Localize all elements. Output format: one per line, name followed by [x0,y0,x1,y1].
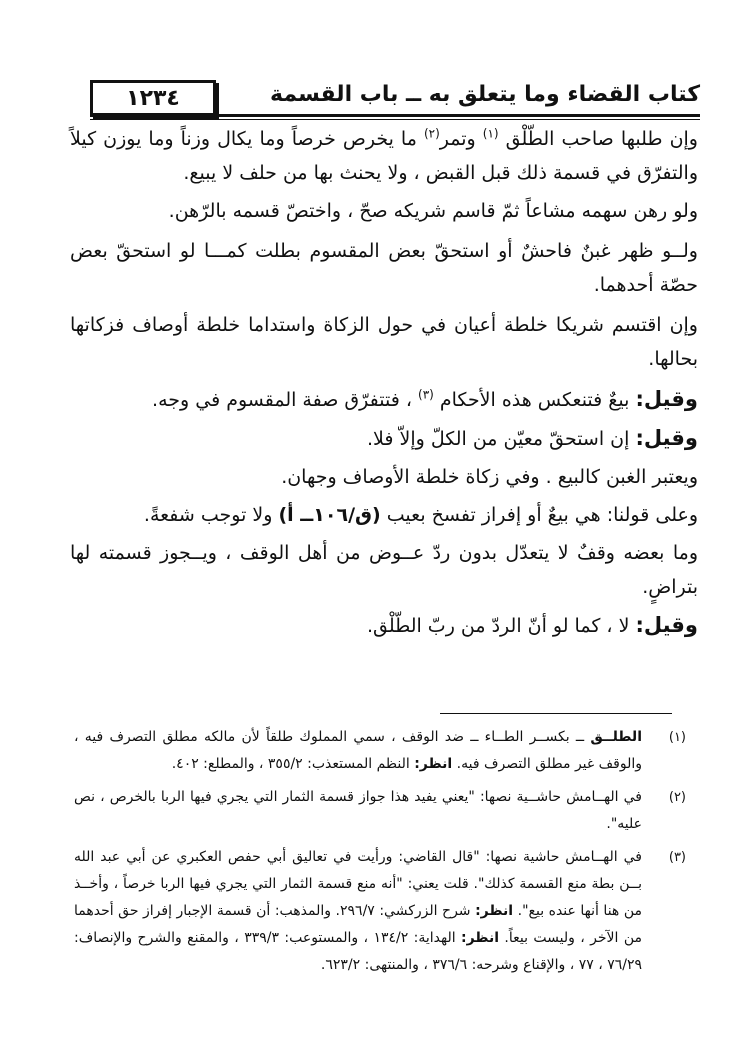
header-rule [90,114,700,120]
footnote-text [74,844,642,979]
paragraph-7: ويعتبر الغبن كالبيع . وفي زكاة خلطة الأوصاف وجهان. [281,466,698,488]
paragraph-10-text: لا ، كما لو أنّ الردّ من ربّ الطّلْق. [366,615,630,637]
footnote-refs: النظم المستعذب: ٣٥٥/٢ ، والمطلع: ٤٠٢. [171,756,415,772]
footnote-body: شرح الزركشي: ٢٩٦/٧. والمذهب: أن قسمة الإجبار إفراز حق أحدهما من الآخر ، وليست بيعاً. [74,903,642,946]
running-title: كتاب القضاء وما يتعلق به ــ باب القسمة [270,82,700,107]
paragraph-8-part-b: ولا توجب شفعةً. [143,504,273,526]
footnote-body: في الهــامش حاشية نصها: "قال القاضي: ورأيت في تعاليق أبي حفص العكبري عن أبي عبد الله بــن بطة منع القسمة كذلك". قلت يعني: "أنه منع قسمة الثمار التي يجري فيها الربا خرصاً ، وأخــذ من هنا أنها عنده بيع". [74,849,642,919]
paragraph-9: وما بعضه وقفٌ لا يتعدّل بدون ردّ عــوض من أهل الوقف ، ويــجوز قسمته لها بتراضٍ. [70,542,698,598]
see-label: انظر: [414,756,453,772]
paragraph-4: وإن اقتسم شريكا خلطة أعيان في حول الزكاة واستداما خلطة أوصاف فزكاتها بحالها. [70,314,698,370]
qila-keyword: وقيل: [635,387,698,411]
paragraph-5-part-a: بيعٌ فتنعكس هذه الأحكام [439,389,630,411]
footnote-text: في الهــامش حاشــية نصها: "يعني يفيد هذا جواز قسمة الثمار التي يجري فيها الربا بالخرص ، نص عليه". [74,789,642,832]
paragraph-3: ولــو ظهر غبنٌ فاحشٌ أو استحقّ بعض المقسوم بطلت كمـــا لو استحقّ بعض حصّة أحدهما. [70,240,698,296]
footnote-body: ــ بكســر الطــاء ــ ضد الوقف ، سمي المملوك طلقاً لأن مالكه مطلق التصرف فيه ، والوقف غير مطلق التصرف فيه. [74,729,642,772]
qila-keyword: وقيل: [635,613,698,637]
footnotes [74,724,686,985]
paragraph-8-part-a: وعلى قولنا: هي بيعٌ أو إفراز تفسخ بعيب [386,504,698,526]
paragraph-10 [70,608,698,643]
footnote-ref-2: (٢) [423,126,440,141]
paragraph-1-part-c: ما يخرص خرصاً وما يكال وزناً وما يوزن كيلاً والتفرّق في قسمة ذلك قبل القبض ، ولا يحنث بها من حلف لا يبيع. [70,128,698,184]
footnote-number: (١) [668,730,686,745]
page-number: ١٢٣٤ [90,80,216,116]
footnote-text [74,724,642,778]
paragraph-8 [70,498,698,532]
footnote-number: (٣) [668,850,686,865]
qila-keyword: وقيل: [635,426,698,450]
page-header [60,68,700,120]
footnote-separator [440,713,672,714]
footnote-refs: الهداية: ١٣٤/٢ ، والمستوعب: ٣٣٩/٣ ، والمقنع والشرح والإنصاف: ٧٦/٢٩ ، ٧٧ ، والإقناع وشرحه: ٣٧٦/٦ ، والمنتهى: ٦٢٣/٢. [74,930,642,973]
footnote-ref-3: (٣) [418,387,434,402]
footnote-lead-term: الطلــق [590,729,642,745]
paragraph-5-part-b: ، فتتفرّق صفة المقسوم في وجه. [152,389,412,411]
footnote-1 [74,724,686,778]
manuscript-folio-ref: (ق/١٠٦ــ أ) [278,504,381,526]
main-text [70,122,698,647]
paragraph-5 [70,382,698,417]
paragraph-6 [70,421,698,456]
see-label: انظر: [475,903,514,919]
paragraph-2: ولو رهن سهمه مشاعاً ثمّ قاسم شريكه صحّ ، واختصّ قسمه بالرّهن. [168,200,698,222]
paragraph-1 [70,122,698,190]
see-label: انظر: [461,930,500,946]
footnote-2 [74,784,686,838]
paragraph-6-text: إن استحقّ معيّن من الكلّ وإلاّ فلا. [367,428,630,450]
paragraph-1-part-b: وتمر [439,128,476,150]
footnote-number: (٢) [668,790,686,805]
footnote-ref-1: (١) [482,126,499,141]
footnote-3 [74,844,686,979]
paragraph-1-part-a: وإن طلبها صاحب الطّلْق [505,128,698,150]
